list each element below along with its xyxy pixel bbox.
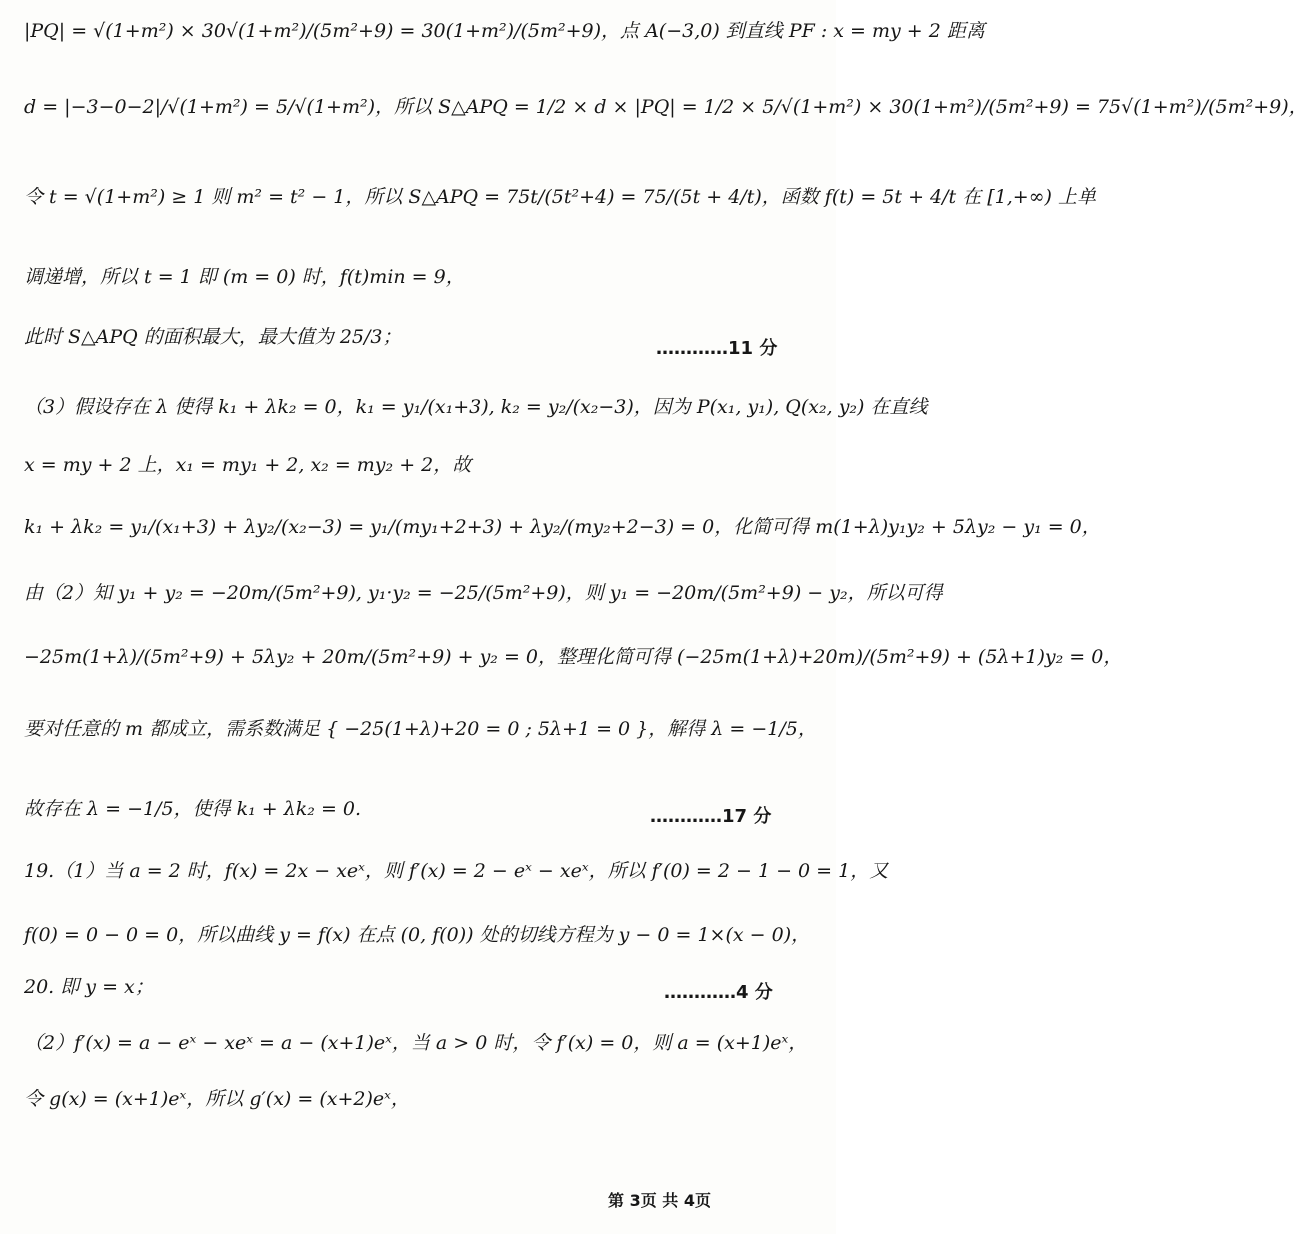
line-simplify: −25m(1+λ)/(5m²+9) + 5λy₂ + 20m/(5m²+9) + y₂ = 0，整理化简可得 (−25m(1+λ)+20m)/(5m²+9) + (5λ+1)y₂ = 0，: [24, 646, 1123, 668]
line-k-sum: k₁ + λk₂ = y₁/(x₁+3) + λy₂/(x₂−3) = y₁/(my₁+2+3) + λy₂/(my₂+2−3) = 0，化简可得 m(1+λ)y₁y₂ + 5λy₂ − y₁ = 0，: [24, 516, 1101, 538]
line-part3-assume: （3）假设存在 λ 使得 k₁ + λk₂ = 0，k₁ = y₁/(x₁+3), k₂ = y₂/(x₂−3)，因为 P(x₁, y₁), Q(x₂, y₂) 在直线: [24, 396, 928, 418]
line-tangent: f(0) = 0 − 0 = 0，所以曲线 y = f(x) 在点 (0, f(0)) 处的切线方程为 y − 0 = 1×(x − 0)，: [24, 924, 811, 946]
line-substitution: 令 t = √(1+m²) ≥ 1 则 m² = t² − 1，所以 S△APQ = 75t/(5t²+4) = 75/(5t + 4/t)，函数 f(t) = 5t + 4/t 在 [1,+∞) 上单: [24, 186, 1096, 208]
line-y-equals-x: 20. 即 y = x；: [24, 976, 154, 998]
line-q19-part2: （2）f′(x) = a − eˣ − xeˣ = a − (x+1)eˣ，当 a > 0 时，令 f′(x) = 0，则 a = (x+1)eˣ，: [24, 1032, 808, 1054]
line-g-def: 令 g(x) = (x+1)eˣ，所以 g′(x) = (x+2)eˣ，: [24, 1088, 410, 1110]
line-vieta: 由（2）知 y₁ + y₂ = −20m/(5m²+9), y₁·y₂ = −25/(5m²+9)，则 y₁ = −20m/(5m²+9) − y₂，所以可得: [24, 582, 943, 604]
score-11: …………11 分: [656, 338, 778, 359]
line-on-line: x = my + 2 上，x₁ = my₁ + 2, x₂ = my₂ + 2，故: [24, 454, 472, 476]
line-max-area: 此时 S△APQ 的面积最大，最大值为 25/3；: [24, 326, 402, 348]
line-conclusion: 故存在 λ = −1/5，使得 k₁ + λk₂ = 0.: [24, 798, 362, 820]
page-footer: 第 3页 共 4页: [608, 1191, 711, 1210]
line-monotonic: 调递增，所以 t = 1 即 (m = 0) 时，f(t)min = 9，: [24, 266, 465, 288]
line-distance-area: d = |−3−0−2|/√(1+m²) = 5/√(1+m²)，所以 S△APQ = 1/2 × d × |PQ| = 1/2 × 5/√(1+m²) × 30(1+m²)/(5m²+9) = 75√(1+m²)/(5m²+9)，: [24, 96, 1308, 118]
line-q19-part1: 19.（1）当 a = 2 时，f(x) = 2x − xeˣ，则 f′(x) = 2 − eˣ − xeˣ，所以 f′(0) = 2 − 1 − 0 = 1，又: [24, 860, 889, 882]
line-system: 要对任意的 m 都成立，需系数满足 { −25(1+λ)+20 = 0 ; 5λ+1 = 0 }，解得 λ = −1/5，: [24, 718, 817, 740]
line-pq-length: |PQ| = √(1+m²) × 30√(1+m²)/(5m²+9) = 30(1+m²)/(5m²+9)，点 A(−3,0) 到直线 PF : x = my + 2 距离: [24, 20, 985, 42]
score-4: …………4 分: [664, 982, 773, 1003]
score-17: …………17 分: [650, 806, 772, 827]
